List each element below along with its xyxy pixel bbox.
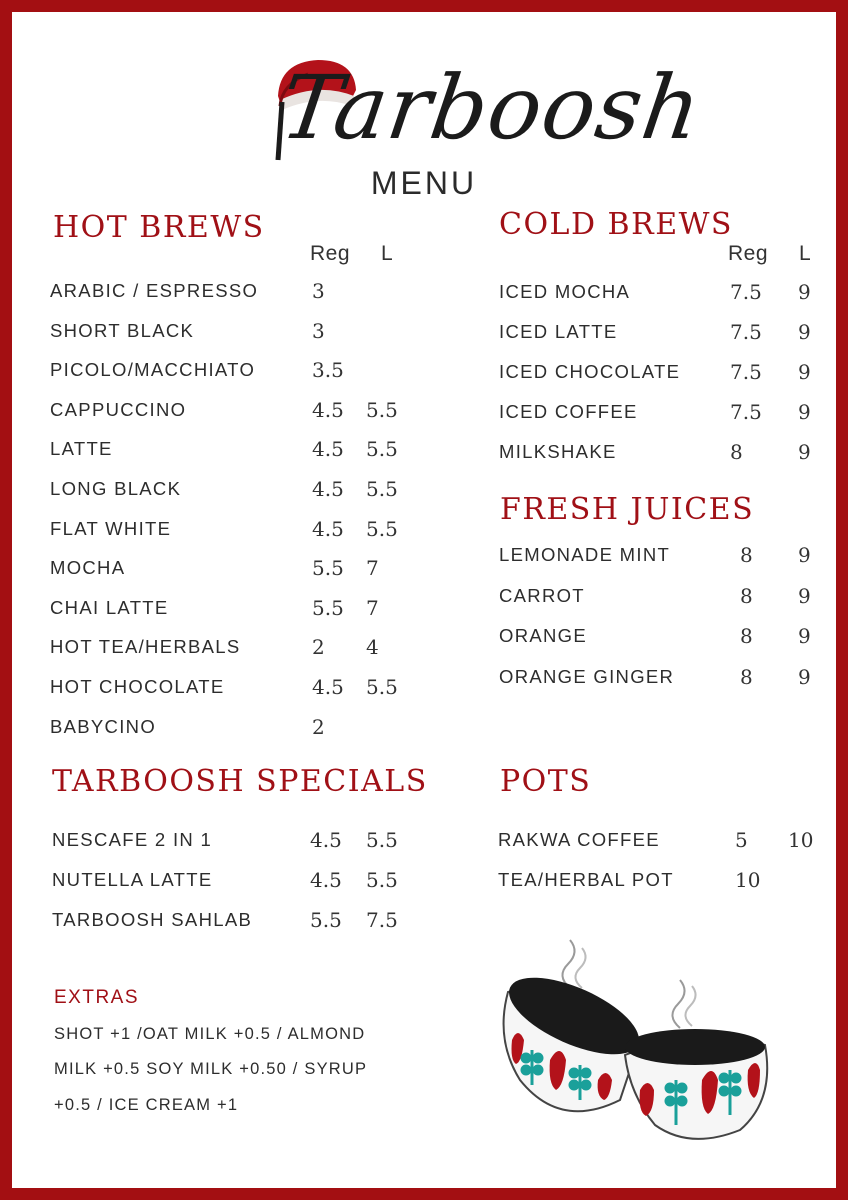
cold-brews-item-price-reg: 8 — [730, 440, 743, 464]
extras-line-3: +0.5 / ICE CREAM +1 — [54, 1096, 239, 1114]
hot-brews-item-name: PICOLO/MACCHIATO — [50, 359, 256, 381]
fresh-juices-item-price-large: 9 — [798, 664, 811, 689]
hot-brews-item-name: HOT CHOCOLATE — [50, 676, 225, 697]
hot-brews-item-price-reg: 3.5 — [312, 358, 344, 383]
cold-brews-col-reg: Reg — [728, 242, 769, 265]
hot-brews-item-name: HOT TEA/HERBALS — [50, 636, 241, 658]
fresh-juices-item-name: ORANGE GINGER — [499, 665, 675, 687]
fresh-juices-item-price-reg: 8 — [740, 583, 753, 608]
pots-item-name: TEA/HERBAL POT — [498, 869, 674, 890]
hot-brews-item-price-reg: 5.5 — [312, 556, 344, 581]
hot-brews-item-price-reg: 2 — [312, 714, 325, 739]
specials-item-price-reg: 4.5 — [310, 828, 342, 852]
hot-brews-col-reg: Reg — [310, 242, 351, 265]
hot-brews-item-price-large: 5.5 — [366, 675, 398, 699]
specials-item-price-large: 7.5 — [366, 908, 398, 932]
pots-item-price-reg: 10 — [735, 868, 761, 892]
specials-title: TARBOOSH SPECIALS — [52, 764, 428, 799]
fresh-juices-item-name: ORANGE — [499, 625, 587, 646]
cold-brews-item-price-large: 9 — [798, 440, 811, 464]
cold-brews-item-price-large: 9 — [798, 280, 811, 304]
menu-subtitle: MENU — [370, 165, 478, 201]
cold-brews-title: COLD BREWS — [499, 207, 733, 242]
hot-brews-item-price-reg: 2 — [312, 635, 325, 660]
pots-title: POTS — [500, 764, 592, 799]
hot-brews-item-price-reg: 4.5 — [312, 397, 344, 422]
hot-brews-item-name: BABYCINO — [50, 715, 157, 737]
cold-brews-item-price-large: 9 — [798, 400, 811, 424]
cold-brews-item-name: ICED COFFEE — [499, 401, 638, 422]
fresh-juices-item-price-reg: 8 — [740, 543, 753, 567]
hot-brews-title: HOT BREWS — [53, 210, 265, 245]
hot-brews-item-price-reg: 4.5 — [312, 437, 344, 462]
specials-item-price-reg: 5.5 — [310, 908, 342, 932]
extras-line-1: SHOT +1 /OAT MILK +0.5 / ALMOND — [54, 1025, 366, 1043]
specials-item-price-reg: 4.5 — [310, 868, 342, 892]
hot-brews-col-l: L — [381, 242, 394, 265]
hot-brews-item-name: LONG BLACK — [50, 478, 182, 499]
hot-brews-item-price-large: 7 — [366, 556, 379, 581]
extras-line-2: MILK +0.5 SOY MILK +0.50 / SYRUP — [54, 1060, 368, 1078]
coffee-cups-illustration — [490, 930, 790, 1150]
fresh-juices-item-price-reg: 8 — [740, 624, 753, 648]
hot-brews-item-price-reg: 5.5 — [312, 595, 344, 620]
specials-item-name: TARBOOSH SAHLAB — [52, 909, 253, 930]
cold-brews-item-price-large: 9 — [798, 360, 811, 384]
hot-brews-item-name: LATTE — [50, 438, 113, 460]
fresh-juices-item-price-large: 9 — [798, 543, 811, 567]
specials-item-price-large: 5.5 — [366, 868, 398, 892]
cold-brews-item-price-reg: 7.5 — [730, 280, 762, 304]
hot-brews-item-price-large: 7 — [366, 595, 379, 620]
hot-brews-item-price-reg: 4.5 — [312, 477, 344, 501]
hot-brews-item-price-large: 5.5 — [366, 516, 398, 541]
cold-brews-item-price-reg: 7.5 — [730, 320, 762, 344]
cold-brews-item-name: MILKSHAKE — [499, 441, 617, 462]
pots-item-name: RAKWA COFFEE — [498, 829, 660, 850]
hot-brews-item-name: SHORT BLACK — [50, 319, 195, 341]
cold-brews-col-l: L — [799, 242, 812, 265]
extras-title: EXTRAS — [54, 987, 140, 1008]
fresh-juices-item-price-large: 9 — [798, 583, 811, 608]
hot-brews-item-price-reg: 4.5 — [312, 516, 344, 541]
hot-brews-item-name: CAPPUCCINO — [50, 398, 187, 420]
hot-brews-item-price-large: 5.5 — [366, 397, 398, 422]
hot-brews-item-name: FLAT WHITE — [50, 517, 172, 539]
hot-brews-item-name: MOCHA — [50, 557, 126, 579]
hot-brews-item-price-reg: 3 — [312, 279, 325, 303]
hot-brews-item-price-reg: 4.5 — [312, 675, 344, 699]
fresh-juices-item-price-reg: 8 — [740, 664, 753, 689]
cold-brews-item-name: ICED MOCHA — [499, 281, 631, 302]
hot-brews-item-price-reg: 3 — [312, 318, 325, 343]
specials-item-price-large: 5.5 — [366, 828, 398, 852]
specials-item-name: NESCAFE 2 IN 1 — [52, 829, 213, 850]
hot-brews-item-price-large: 5.5 — [366, 437, 398, 462]
cold-brews-item-price-reg: 7.5 — [730, 360, 762, 384]
cold-brews-item-price-large: 9 — [798, 320, 811, 344]
hot-brews-item-name: ARABIC / ESPRESSO — [50, 280, 259, 301]
cold-brews-item-name: ICED LATTE — [499, 321, 618, 342]
pots-item-price-reg: 5 — [735, 828, 748, 852]
pots-item-price-large: 10 — [788, 828, 814, 852]
cold-brews-item-name: ICED CHOCOLATE — [499, 361, 681, 382]
cold-brews-item-price-reg: 7.5 — [730, 400, 762, 424]
fresh-juices-item-price-large: 9 — [798, 624, 811, 648]
fresh-juices-item-name: CARROT — [499, 584, 585, 606]
brand-name: Tarboosh — [274, 56, 708, 159]
fresh-juices-title: FRESH JUICES — [500, 492, 755, 527]
hot-brews-item-price-large: 5.5 — [366, 477, 398, 501]
hot-brews-item-price-large: 4 — [366, 635, 379, 660]
specials-item-name: NUTELLA LATTE — [52, 869, 213, 890]
hot-brews-item-name: CHAI LATTE — [50, 596, 169, 618]
fresh-juices-item-name: LEMONADE MINT — [499, 544, 671, 565]
